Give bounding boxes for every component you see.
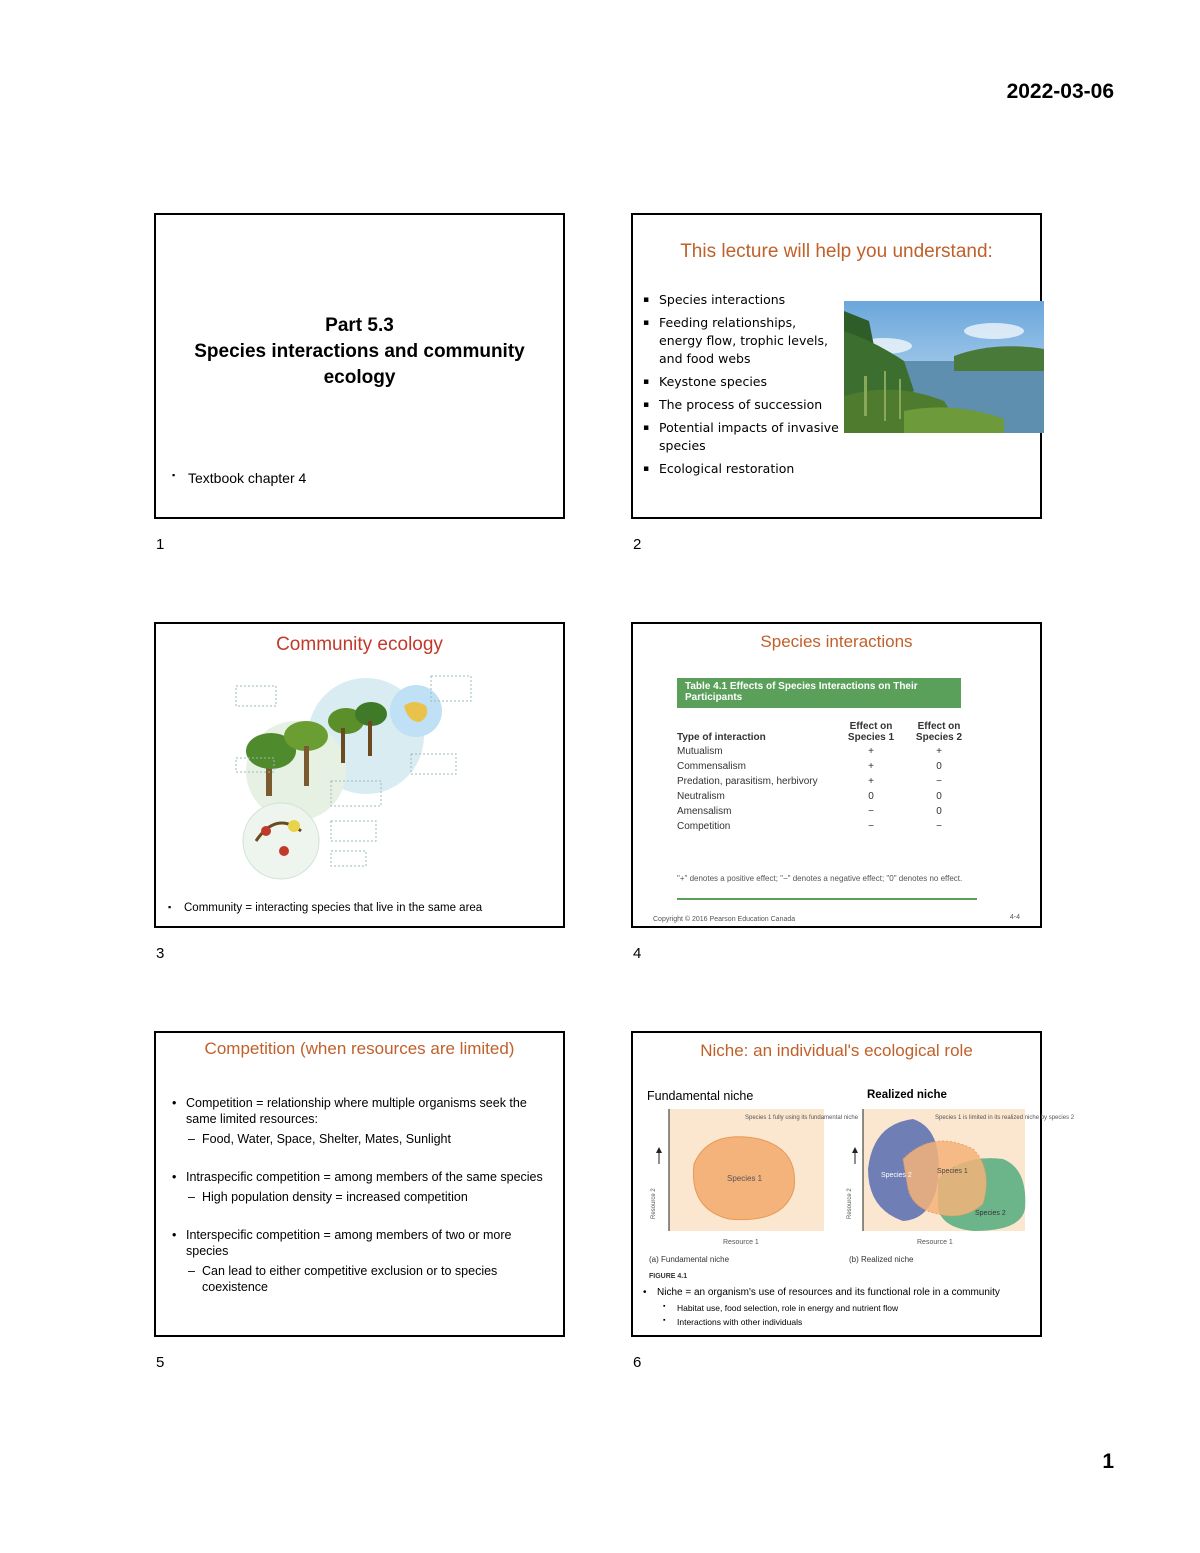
community-diagram: [236, 666, 476, 891]
realized-label: Realized niche: [867, 1089, 947, 1101]
bullet-text: Can lead to either competitive exclusion or to species coexistence: [202, 1264, 498, 1294]
table-cell: +: [936, 746, 942, 757]
bullet: ▪ Textbook chapter 4: [172, 470, 306, 486]
bullet-text: Habitat use, food selection, role in energy and nutrient flow: [677, 1303, 899, 1313]
table-cell: −: [868, 821, 874, 832]
table-cell: 0: [936, 806, 942, 817]
slide-number: 5: [156, 1354, 165, 1371]
diagram-note: Species 1 fully using its fundamental niche: [745, 1115, 859, 1121]
diagram-note: Species 1 is limited in its realized niche by species 2: [935, 1115, 1075, 1121]
caption-b: (b) Realized niche: [849, 1255, 914, 1264]
niche-diagram-a: [649, 1109, 859, 1244]
slide-title: Competition (when resources are limited): [204, 1039, 515, 1058]
table-cell: −: [936, 776, 942, 787]
axis-x-label: Resource 1: [723, 1239, 759, 1246]
table-cell: Competition: [677, 821, 731, 832]
table-cell: −: [868, 806, 874, 817]
table-cell: −: [936, 821, 942, 832]
title-line: Part 5.3: [325, 315, 394, 336]
slide-number: 3: [156, 945, 165, 962]
species-label: Species 1: [727, 1174, 763, 1183]
table-row: [673, 774, 973, 789]
title-line: ecology: [323, 367, 396, 388]
table-cell: +: [868, 776, 874, 787]
bullet: ▪ Potential impacts of invasive species: [643, 419, 843, 455]
table-cell: +: [868, 746, 874, 757]
table-bottom-rule: [677, 898, 977, 900]
table-cell: Commensalism: [677, 761, 746, 772]
lake-photo: [844, 301, 1044, 433]
bullet: ▪ Keystone species: [643, 373, 843, 391]
bullet: ▪ Species interactions: [643, 291, 843, 309]
sub-bullet: ▪ Habitat use, food selection, role in energy and nutrient flow: [663, 1303, 899, 1313]
niche-diagram-b: [843, 1109, 1075, 1244]
bullet: • Interspecific competition = among members of two or more species: [172, 1228, 512, 1258]
table-row: [673, 789, 973, 804]
table-cell: Mutualism: [677, 746, 723, 757]
bullet: ▪ Ecological restoration: [643, 460, 843, 478]
bullet: ▪ Community = interacting species that live in the same area: [168, 902, 482, 914]
caption-a: (a) Fundamental niche: [649, 1255, 730, 1264]
slide-number: 1: [156, 536, 165, 553]
bullet-text: Niche = an organism's use of resources and its functional role in a community: [657, 1287, 1000, 1298]
species-label: Species 2: [881, 1172, 912, 1179]
bullet-text: High population density = increased competition: [202, 1190, 468, 1204]
interaction-table: [673, 720, 973, 834]
slide-3: [154, 622, 565, 928]
figure-label: FIGURE 4.1: [649, 1273, 688, 1280]
table-cell: Amensalism: [677, 806, 732, 817]
table-cell: Predation, parasitism, herbivory: [677, 776, 818, 787]
slide-title: [156, 313, 563, 391]
slide-4: [631, 622, 1042, 928]
slide-2: [631, 213, 1042, 519]
bullet: ▪ The process of succession: [643, 396, 843, 414]
slide-title: Niche: an individual's ecological role: [700, 1041, 973, 1060]
page-date: 2022-03-06: [1006, 80, 1114, 103]
table-cell: 0: [936, 791, 942, 802]
table-cell: +: [868, 761, 874, 772]
bullet: ▪ Feeding relationships, energy flow, trophic levels, and food webs: [643, 314, 843, 368]
bullet-text: Interspecific competition = among members of two or more species: [186, 1228, 512, 1258]
bullet-text: Interactions with other individuals: [677, 1317, 803, 1327]
slide-number: 6: [633, 1354, 642, 1371]
slide-5: [154, 1031, 565, 1337]
sub-bullet: ▪ Interactions with other individuals: [663, 1317, 803, 1327]
table-cell: 0: [936, 761, 942, 772]
species-label: Species 2: [975, 1210, 1006, 1217]
slide-title: This lecture will help you understand:: [680, 241, 993, 262]
table-cell: 0: [868, 791, 874, 802]
sub-bullet: – Can lead to either competitive exclusion or to species coexistence: [188, 1264, 498, 1294]
col-header: Type of interaction: [677, 732, 766, 743]
bullet-text: Food, Water, Space, Shelter, Mates, Sunlight: [202, 1132, 451, 1146]
slide-page: 4-4: [1009, 914, 1020, 921]
sub-bullet: – High population density = increased competition: [188, 1190, 468, 1204]
slide-title: Community ecology: [276, 634, 443, 655]
slide-6: [631, 1031, 1075, 1337]
table-header-bar: Table 4.1 Effects of Species Interactions on Their Participants: [677, 678, 961, 708]
fundamental-label: Fundamental niche: [647, 1089, 754, 1103]
table-row: [673, 819, 973, 834]
copyright: Copyright © 2016 Pearson Education Canada: [653, 916, 796, 923]
slide-title: Species interactions: [760, 632, 913, 651]
axis-y-label: Resource 2: [847, 1188, 853, 1219]
axis-x-label: Resource 1: [917, 1239, 953, 1246]
slide-number: 4: [633, 945, 642, 962]
table-row: [673, 744, 973, 759]
table-row: [673, 759, 973, 774]
col-header: Effect on Species 2: [915, 721, 963, 743]
page-number: 1: [1102, 1450, 1114, 1473]
bullet-text: Intraspecific competition = among members of the same species: [186, 1170, 543, 1184]
title-line: Species interactions and community: [194, 341, 525, 362]
species-label: Species 1: [937, 1168, 968, 1175]
table-footnote: "+" denotes a positive effect; "−" denotes a negative effect; "0" denotes no effect.: [677, 874, 963, 883]
slide-1: [154, 213, 565, 519]
bullet: • Competition = relationship where multiple organisms seek the same limited resources:: [172, 1096, 527, 1126]
sub-bullet: – Food, Water, Space, Shelter, Mates, Sunlight: [188, 1132, 451, 1146]
slide-number: 2: [633, 536, 642, 553]
bullet: • Niche = an organism's use of resources and its functional role in a community: [643, 1287, 1000, 1298]
axis-y-label: Resource 2: [651, 1188, 657, 1219]
bullet-text: Competition = relationship where multiple organisms seek the same limited resources:: [186, 1096, 527, 1126]
col-header: Effect on Species 1: [847, 721, 895, 743]
table-row: [673, 804, 973, 819]
table-cell: Neutralism: [677, 791, 725, 802]
bullet: • Intraspecific competition = among members of the same species: [172, 1170, 543, 1184]
